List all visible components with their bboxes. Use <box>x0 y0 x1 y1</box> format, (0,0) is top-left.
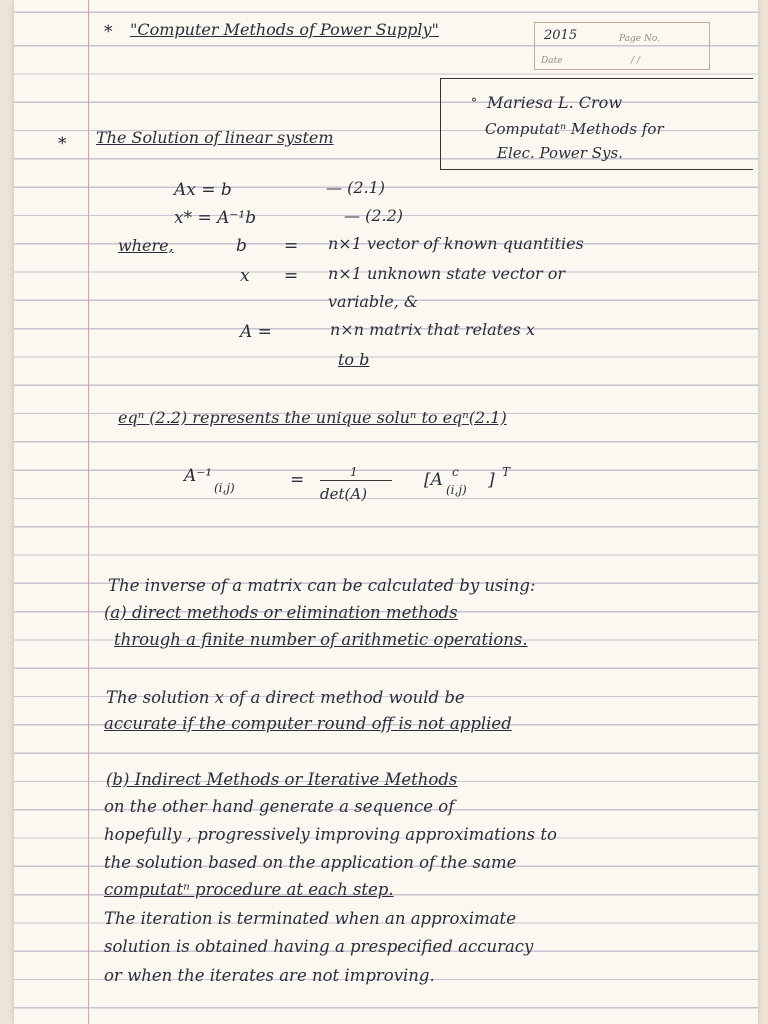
x-equals: = <box>284 266 299 286</box>
inverse-lhs: A⁻¹ <box>184 466 213 486</box>
a-definition-1: n×n matrix that relates x <box>330 320 535 339</box>
p3-line-8: or when the iterates are not improving. <box>104 966 435 985</box>
header-star: * <box>104 22 113 42</box>
transpose-mark: T <box>502 465 511 479</box>
x-definition-2: variable, & <box>328 292 419 311</box>
section-heading: The Solution of linear system <box>96 128 334 147</box>
equation-1: Ax = b <box>174 180 232 200</box>
reference-bullet: ° <box>471 96 477 110</box>
date-value: / / <box>631 56 640 66</box>
p2-line-2: accurate if the computer round off is not applied <box>104 714 512 733</box>
fraction-numerator: 1 <box>350 465 358 479</box>
p2-line-1: The solution x of a direct method would be <box>106 688 465 707</box>
b-equals: = <box>284 236 299 256</box>
unique-solution-statement: eqⁿ (2.2) represents the unique soluⁿ to eqⁿ(2.1) <box>118 408 507 427</box>
fraction-denominator: det(A) <box>320 485 368 503</box>
p1-line-1: The inverse of a matrix can be calculated by using: <box>108 576 536 595</box>
page-no-label: Page No. <box>619 34 660 44</box>
notebook-page <box>14 0 758 1024</box>
date-label: Date <box>541 56 563 66</box>
x-definition-1: n×1 unknown state vector or <box>328 264 566 283</box>
p1-line-2: (a) direct methods or elimination methods <box>104 603 458 622</box>
page-date-box <box>534 22 710 70</box>
b-symbol: b <box>236 236 247 256</box>
p1-line-3: through a finite number of arithmetic operations. <box>114 630 528 649</box>
section-star: * <box>58 134 67 154</box>
p3-line-4: the solution based on the application of the same <box>104 853 517 872</box>
b-definition: n×1 vector of known quantities <box>328 234 584 253</box>
page-title: "Computer Methods of Power Supply" <box>130 20 439 39</box>
reference-title-2: Elec. Power Sys. <box>497 144 623 162</box>
cofactor-subscript: (i,j) <box>446 483 467 497</box>
a-symbol: A = <box>240 322 272 342</box>
equation-2: x* = A⁻¹b <box>174 208 257 228</box>
p3-line-2: on the other hand generate a sequence of <box>104 797 455 816</box>
p3-line-3: hopefully , progressively improving approximations to <box>104 825 557 844</box>
inverse-lhs-subscript: (i,j) <box>214 481 235 495</box>
inverse-formula <box>184 462 564 512</box>
cofactor-close: ] <box>488 470 495 490</box>
inverse-equals: = <box>290 470 305 490</box>
a-definition-2: to b <box>338 350 370 369</box>
margin-line <box>88 0 89 1024</box>
p3-line-1: (b) Indirect Methods or Iterative Methods <box>106 770 458 789</box>
equation-1-ref: — (2.1) <box>326 178 386 197</box>
fraction-bar <box>320 480 392 481</box>
reference-box <box>440 78 753 170</box>
p3-line-5: computatⁿ procedure at each step. <box>104 880 394 899</box>
where-label: where, <box>118 236 174 255</box>
title-year: 2015 <box>544 28 578 43</box>
p3-line-6: The iteration is terminated when an approximate <box>104 909 516 928</box>
reference-title-1: Computatⁿ Methods for <box>485 120 664 138</box>
reference-author: Mariesa L. Crow <box>487 93 623 112</box>
cofactor-open: [A <box>424 470 443 490</box>
equation-2-ref: — (2.2) <box>344 206 404 225</box>
cofactor-superscript: c <box>452 465 459 479</box>
x-symbol: x <box>240 266 250 286</box>
p3-line-7: solution is obtained having a prespecified accuracy <box>104 937 534 956</box>
